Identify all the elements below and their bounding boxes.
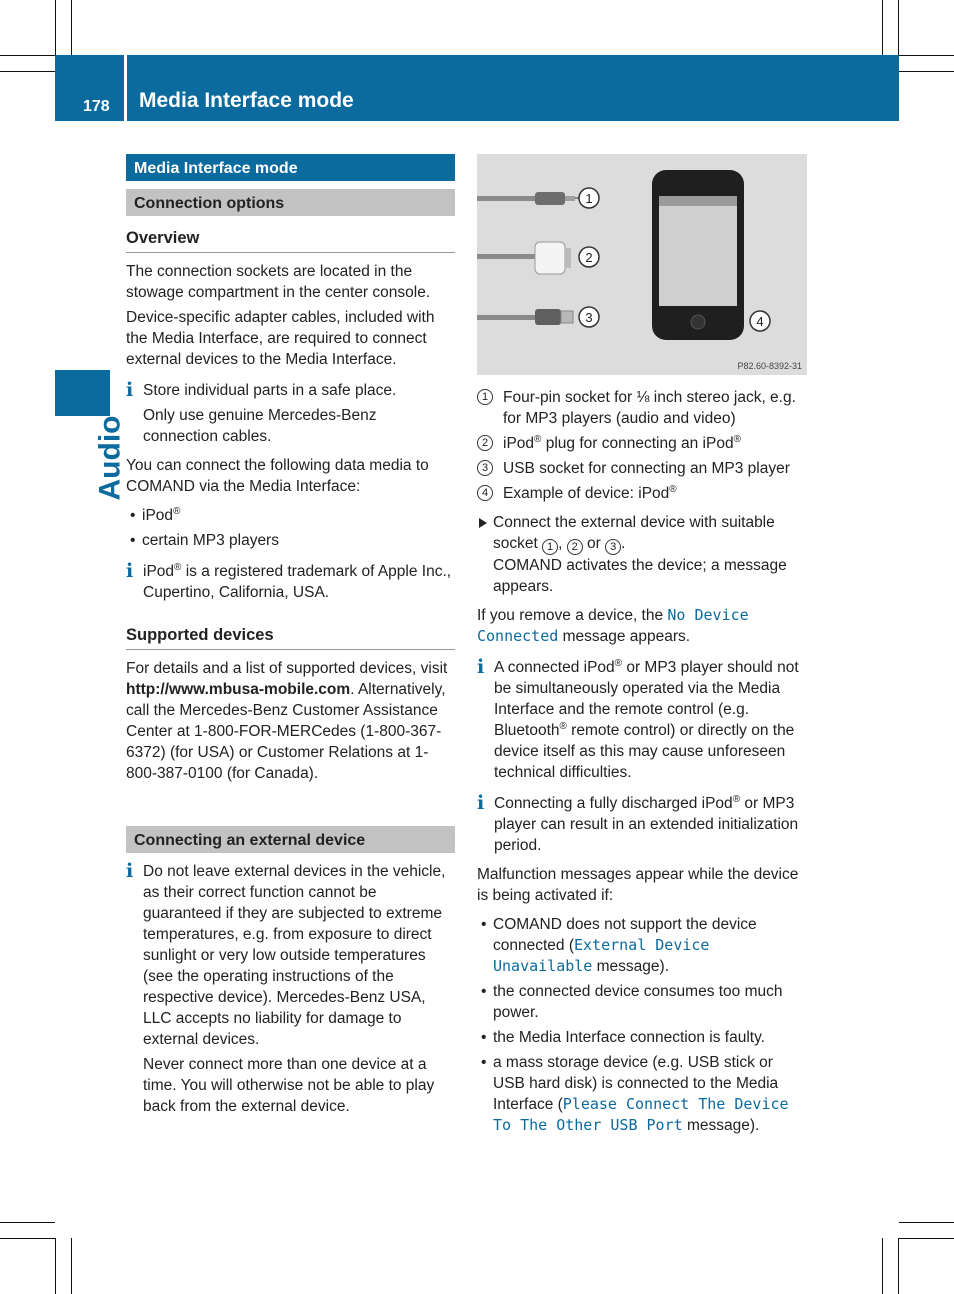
info-text: Only use genuine Mercedes-Benz connection cables. bbox=[143, 407, 377, 445]
section-heading: Media Interface mode bbox=[126, 154, 455, 181]
crop-mark bbox=[0, 1238, 55, 1239]
figure-code: P82.60-8392-31 bbox=[737, 361, 802, 371]
callout-2: 2 bbox=[585, 250, 593, 265]
info-icon: i bbox=[477, 656, 485, 678]
info-note bbox=[126, 380, 455, 447]
info-note: i A connected iPod® or MP3 player should not be simultaneously operated via the Media Interface and the remote control (e.g. Bluetooth® remote control) or directly on the device itself as this may cause unforeseen technical difficulties. bbox=[477, 656, 799, 781]
crop-mark bbox=[55, 1238, 56, 1294]
step-result: COMAND activates the device; a message appears. bbox=[493, 557, 787, 595]
info-icon: i bbox=[126, 860, 134, 882]
callout-3: 3 bbox=[585, 310, 593, 325]
info-note: i iPod® is a registered trademark of Apple Inc., Cupertino, California, USA. bbox=[126, 560, 452, 601]
callout-1: 1 bbox=[585, 191, 593, 206]
crop-mark bbox=[71, 1238, 72, 1294]
crop-mark bbox=[899, 71, 954, 72]
website-link[interactable]: http://www.mbusa-mobile.com bbox=[126, 681, 351, 698]
info-icon: i bbox=[126, 379, 134, 401]
cables-and-ipod-image bbox=[477, 154, 807, 375]
paragraph: Device-specific adapter cables, included with the Media Interface, are required to connect external devices to the Media Interface. bbox=[126, 309, 435, 368]
list-item: • a mass storage device (e.g. USB stick or USB hard disk) is connected to the Media Interface (Please Connect The Device To The Other USB Port message). bbox=[481, 1054, 789, 1134]
connection-illustration bbox=[477, 154, 807, 375]
paragraph: You can connect the following data media to COMAND via the Media Interface: bbox=[126, 457, 429, 495]
crop-mark bbox=[899, 1222, 954, 1223]
legend-item: 3 USB socket for connecting an MP3 player bbox=[477, 458, 807, 479]
display-message: Please Connect The Device To The Other USB Port bbox=[493, 1095, 789, 1134]
legend-item: 4 Example of device: iPod® bbox=[477, 483, 807, 504]
list-item: • COMAND does not support the device connected (External Device Unavailable message). bbox=[481, 916, 757, 975]
right-column bbox=[477, 154, 807, 1140]
list-item: • the Media Interface connection is faulty. bbox=[481, 1029, 765, 1046]
display-message: No Device Connected bbox=[477, 606, 749, 645]
info-text: Store individual parts in a safe place. bbox=[143, 382, 397, 399]
instruction-step: Connect the external device with suitable socket 1 , 2 or 3 . COMAND activates the device; a message appears. bbox=[477, 512, 807, 597]
crop-mark bbox=[0, 1222, 55, 1223]
side-tab-marker bbox=[55, 370, 110, 416]
info-icon: i bbox=[126, 560, 134, 582]
crop-mark bbox=[55, 0, 56, 55]
page-title: Media Interface mode bbox=[139, 89, 354, 112]
supported-devices-heading: Supported devices bbox=[126, 625, 455, 650]
crop-mark bbox=[898, 1238, 899, 1294]
subsection-heading: Connecting an external device bbox=[126, 826, 455, 853]
paragraph: Malfunction messages appear while the device is being activated if: bbox=[477, 866, 799, 904]
crop-mark bbox=[899, 55, 954, 56]
left-column bbox=[126, 154, 455, 1121]
paragraph: If you remove a device, the No Device Connected message appears. bbox=[477, 606, 749, 645]
crop-mark bbox=[882, 1238, 883, 1294]
crop-mark bbox=[899, 1238, 954, 1239]
crop-mark bbox=[71, 0, 72, 55]
crop-mark bbox=[0, 71, 55, 72]
info-note bbox=[126, 861, 455, 1117]
crop-mark bbox=[0, 55, 55, 56]
header-separator bbox=[124, 55, 127, 121]
legend-item: 1 Four-pin socket for ⅛ inch stereo jack, e.g. for MP3 players (audio and video) bbox=[477, 387, 807, 429]
paragraph: The connection sockets are located in the stowage compartment in the center console. bbox=[126, 263, 431, 301]
step-arrow-icon bbox=[479, 518, 487, 528]
list-item: • certain MP3 players bbox=[130, 532, 279, 549]
page-number: 178 bbox=[83, 98, 110, 115]
crop-mark bbox=[882, 0, 883, 55]
list-item: • the connected device consumes too much power. bbox=[481, 983, 783, 1021]
subsection-heading: Connection options bbox=[126, 189, 455, 216]
info-text: Never connect more than one device at a time. You will otherwise not be able to play back from the external device. bbox=[143, 1056, 435, 1115]
list-item: • iPod® bbox=[130, 505, 181, 524]
legend-item: 2 iPod® plug for connecting an iPod® bbox=[477, 433, 807, 454]
display-message: External Device Unavailable bbox=[493, 936, 710, 975]
overview-heading: Overview bbox=[126, 228, 455, 253]
info-note: i Connecting a fully discharged iPod® or MP3 player can result in an extended initialization period. bbox=[477, 792, 799, 854]
callout-4: 4 bbox=[756, 314, 764, 329]
paragraph: For details and a list of supported devices, visit http://www.mbusa-mobile.com. Alternatively, call the Mercedes-Benz Customer Assistance Center at 1-800-FOR-MERCedes (1-800-367-6372) (for USA) or Customer Relations at 1-800-387-0100 (for Canada). bbox=[126, 660, 448, 782]
info-text: Do not leave external devices in the vehicle, as their correct function cannot be guaranteed if they are subjected to extreme temperatures, e.g. from exposure to direct sunlight or very low outside temperatures (see the operating instructions of the respective device). Mercedes-Benz USA, LLC accepts no liability for damage to external devices. bbox=[143, 863, 446, 1048]
crop-mark bbox=[898, 0, 899, 55]
info-icon: i bbox=[477, 792, 485, 814]
